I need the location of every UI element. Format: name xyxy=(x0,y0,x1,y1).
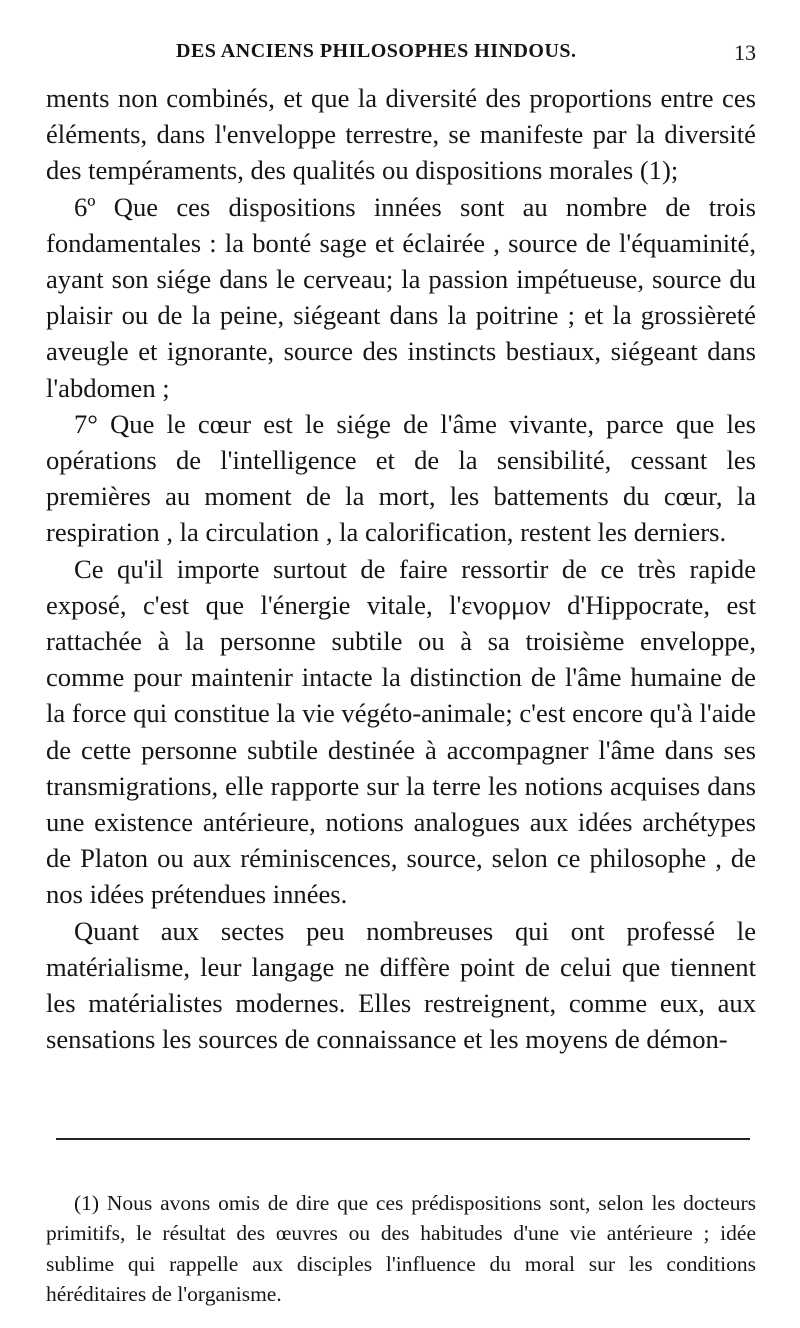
paragraph-point-6: 6º Que ces dispositions innées sont au nombre de trois fondamentales : la bonté sage et éclairée , source de l'équaminité, ayant son siége dans le cerveau; la passion impétueuse, source du plaisir ou de la peine, siégeant dans la poitrine ; et la grossièreté aveugle et ignorante, source des instincts bestiaux, siégeant dans l'abdomen ; xyxy=(46,191,756,403)
footnote-separator xyxy=(56,1138,750,1140)
paragraph-point-7: 7° Que le cœur est le siége de l'âme vivante, parce que les opérations de l'intelligence et de la sensibilité, cessant les premières au moment de la mort, les battements du cœur, la respiration , la circulation , la calorification, restent les derniers. xyxy=(46,408,756,548)
body-text xyxy=(46,80,756,1057)
paragraph-materialisme: Quant aux sectes peu nombreuses qui ont professé le matérialisme, leur langage ne diffère point de celui que tiennent les matérialistes modernes. Elles restreignent, comme eux, aux sensations les sources de connaissance et les moyens de démon- xyxy=(46,915,756,1055)
paragraph-continuation: ments non combinés, et que la diversité des proportions entre ces éléments, dans l'enveloppe terrestre, se manifeste par la diversité des tempéraments, des qualités ou dispositions morales (1); xyxy=(46,83,756,186)
running-title: DES ANCIENS PHILOSOPHES HINDOUS. xyxy=(176,40,577,62)
paragraph-energie-vitale: Ce qu'il importe surtout de faire ressortir de ce très rapide exposé, c'est que l'énergie vitale, l'ενορμον d'Hippocrate, est rattachée à la personne subtile ou à sa troisième enveloppe, comme pour maintenir intacte la distinction de l'âme humaine de la force qui constitue la vie végéto-animale; c'est encore qu'à l'aide de cette personne subtile destinée à accompagner l'âme dans ses transmigrations, elle rapporte sur la terre les notions acquises dans une existence antérieure, notions analogues aux idées archétypes de Platon ou aux réminiscences, source, selon ce philosophe , de nos idées prétendues innées. xyxy=(46,553,756,910)
page-header xyxy=(46,40,756,72)
page-number: 13 xyxy=(734,40,756,65)
footnote: (1) Nous avons omis de dire que ces prédispositions sont, selon les docteurs primitifs, le résultat des œuvres ou des habitudes d'une vie antérieure ; idée sublime qui rappelle aux disciples l'influence du moral sur les conditions héréditaires de l'organisme. xyxy=(46,1190,756,1306)
